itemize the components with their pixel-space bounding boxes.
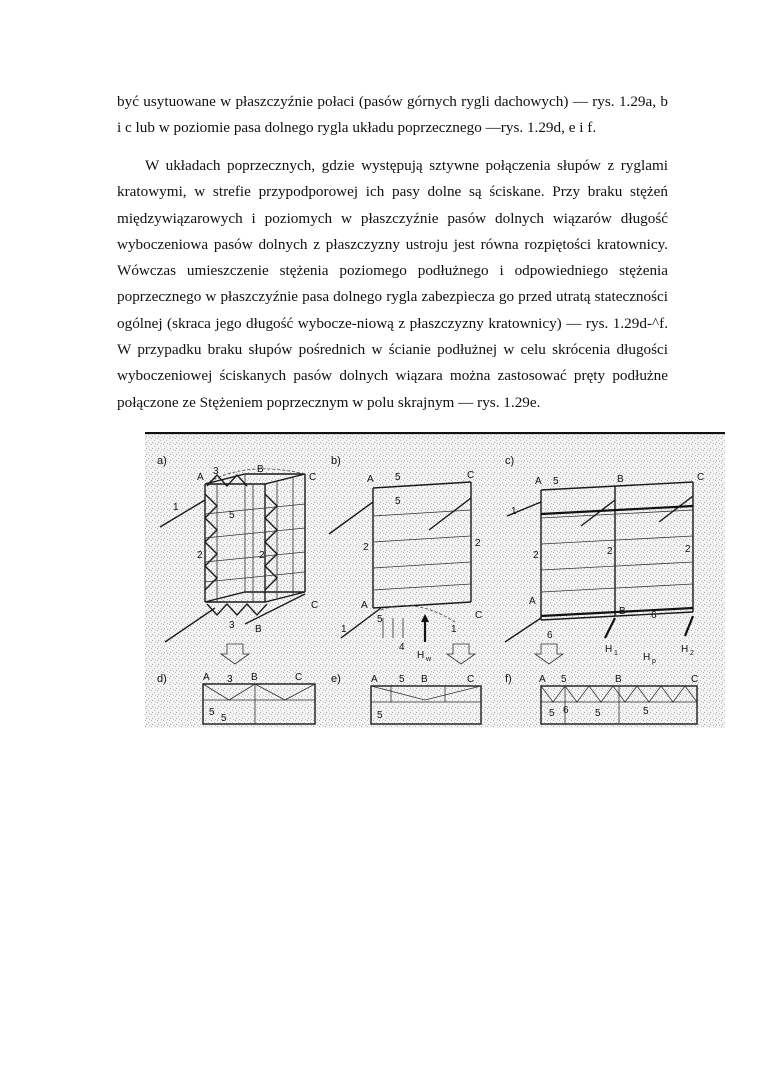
c-force-h2-sub: 2: [690, 650, 694, 657]
b-num-1-right: 1: [451, 624, 457, 635]
d-point-a: A: [203, 672, 210, 683]
d-num-5: 5: [209, 707, 215, 718]
b-point-c: C: [467, 470, 475, 481]
c-force-h1: H: [605, 644, 613, 655]
b-num-5-bottom: 5: [377, 614, 383, 625]
b-num-2-right: 2: [475, 538, 481, 549]
panel-b-label: b): [331, 455, 341, 467]
c-point-a-bottom: A: [529, 596, 536, 607]
a-point-c-bottom: C: [311, 600, 319, 611]
b-num-5-row2: 5: [395, 496, 401, 507]
d-point-c: C: [295, 672, 303, 683]
a-num-3-top: 3: [213, 466, 219, 477]
c-point-b-bottom: B: [619, 606, 626, 617]
a-point-b: B: [257, 464, 264, 475]
c-num-6-bottom: 6: [547, 630, 553, 641]
a-num-3-bottom: 3: [229, 620, 235, 631]
f-num-5-c: 5: [643, 706, 649, 717]
panel-e-label: e): [331, 673, 341, 685]
b-num-5: 5: [395, 472, 401, 483]
c-point-a: A: [535, 476, 542, 487]
c-num-1: 1: [511, 506, 517, 517]
c-force-h2: H: [681, 644, 689, 655]
bracing-drawings: [145, 432, 725, 728]
c-point-b: B: [617, 474, 624, 485]
panel-f-label: f): [505, 673, 512, 685]
panel-a-label: a): [157, 455, 167, 467]
paragraph-continuation: być usytuowane w płaszczyźnie połaci (pasów górnych rygli dachowych) — rys. 1.29a, b i c lub w poziomie pasa dolnego rygla układu poprzecznego —rys. 1.29d, e i f.: [117, 93, 668, 137]
e-num-5: 5: [399, 674, 405, 685]
a-num-2-left: 2: [197, 550, 203, 561]
d-num-3: 3: [227, 674, 233, 685]
c-num-2-mid: 2: [607, 546, 613, 557]
panel-d-label: d): [157, 673, 167, 685]
a-point-c: C: [309, 472, 317, 483]
b-force-h: H: [417, 650, 425, 661]
a-num-5: 5: [229, 510, 235, 521]
e-point-c: C: [467, 674, 475, 685]
paragraph-transverse-systems: W układach poprzecznych, gdzie występują sztywne połączenia słupów z ryglami kratowymi, w strefie przypodporowej ich pasy dolne są ściskane. Przy braku stężeń międzywiązarowych i poziomych w płaszczyźnie pasów dolnych wiązarów długość wyboczeniowa pasów dolnych z płaszczyzny ustroju jest równa rozpiętości kratownicy. Wówczas umieszczenie stężenia poziomego podłużnego i odpowiedniego stężenia poprzecznego w płaszczyźnie pasa dolnego rygla zabezpiecza go przed utratą stateczności ogólnej (skraca jego długość wybocze-niową z płaszczyzny kratownicy) — rys. 1.29d-^f. W przypadku braku słupów pośrednich w ścianie podłużnej w celu skrócenia długości wyboczeniowej ściskanych pasów dolnych wiązara można zastosować pręty podłużne połączone ze Stężeniem poprzecznym w polu skrajnym — rys. 1.29e.: [117, 157, 668, 411]
f-num-5-a: 5: [549, 708, 555, 719]
b-num-2-left: 2: [363, 542, 369, 553]
figure-1-29-bracing-diagrams: [145, 432, 725, 728]
b-force-h-sub: w: [426, 656, 432, 663]
b-point-a-bottom: A: [361, 600, 368, 611]
c-num-2-left: 2: [533, 550, 539, 561]
panel-c-label: c): [505, 455, 515, 467]
b-num-4: 4: [399, 642, 405, 653]
a-point-a: A: [197, 472, 204, 483]
f-point-a: A: [539, 674, 546, 685]
e-point-a: A: [371, 674, 378, 685]
c-force-hp-sub: p: [652, 658, 656, 665]
c-force-hp: H: [643, 652, 651, 663]
d-num-5b: 5: [221, 713, 227, 724]
f-point-c: C: [691, 674, 699, 685]
a-num-1: 1: [173, 502, 179, 513]
f-num-6: 6: [563, 705, 569, 716]
c-num-6: 6: [651, 610, 657, 621]
e-point-b: B: [421, 674, 428, 685]
b-point-a: A: [367, 474, 374, 485]
a-point-b-bottom: B: [255, 624, 262, 635]
a-num-2-right: 2: [259, 550, 265, 561]
f-num-5: 5: [561, 674, 567, 685]
f-point-b: B: [615, 674, 622, 685]
b-point-c-bottom: C: [475, 610, 483, 621]
b-num-1: 1: [341, 624, 347, 635]
c-force-h1-sub: 1: [614, 650, 618, 657]
c-num-5: 5: [553, 476, 559, 487]
f-num-5-b: 5: [595, 708, 601, 719]
d-point-b: B: [251, 672, 258, 683]
c-point-c: C: [697, 472, 705, 483]
c-num-2-right: 2: [685, 544, 691, 555]
e-num-5-bottom: 5: [377, 710, 383, 721]
